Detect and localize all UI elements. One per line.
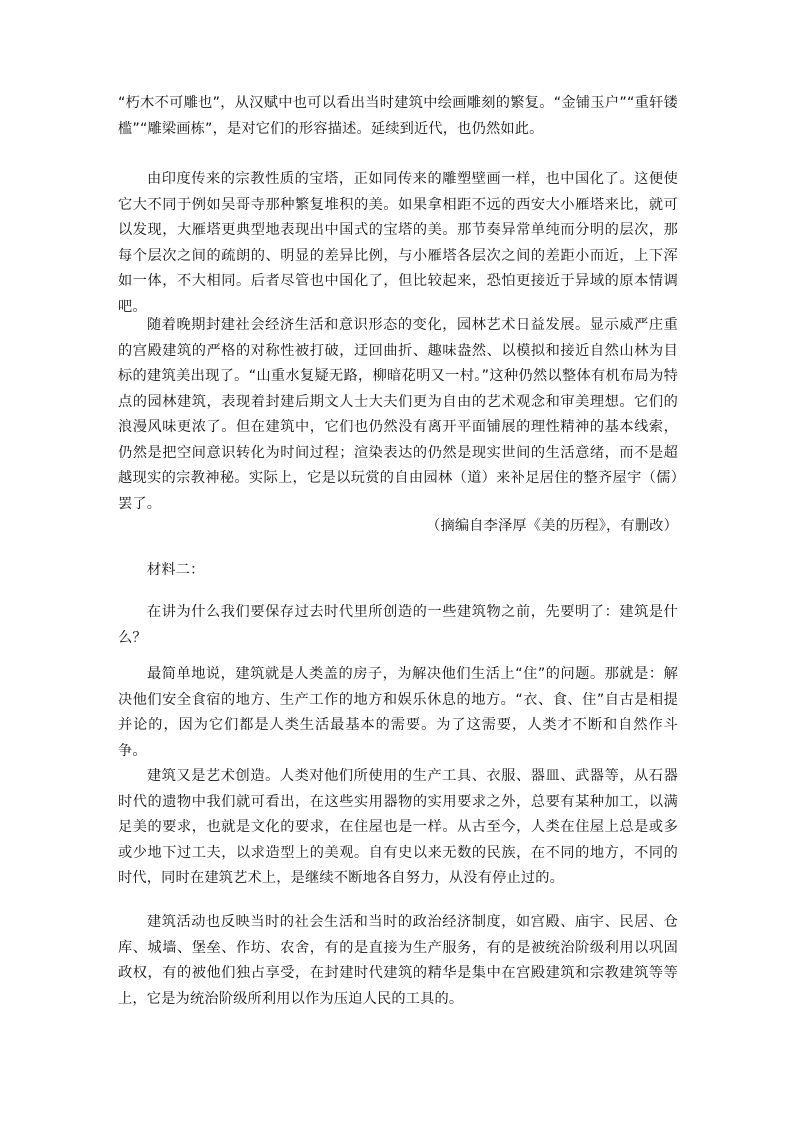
paragraph-carving-quote: “朽木不可雕也”，从汉赋中也可以看出当时建筑中绘画雕刻的繁复。“金铺玉户”“重轩镂槛”“雕梁画栋”，是对它们的形容描述。延续到近代，也仍然如此。: [118, 95, 678, 137]
paragraph-garden: 随着晚期封建社会经济生活和意识形态的变化，园林艺术日益发展。显示威严庄重的宫殿建筑的严格的对称性被打破，迂回曲折、趣味盎然、以模拟和接近自然山林为目标的建筑美出现了。“山重水复疑无路，柳暗花明又一村。”这种仍然以整体有机布局为特点的园林建筑，表现着封建后期文人士大夫们更为自由的艺术观念和审美理想。它们的浪漫风味更浓了。但在建筑中，它们也仍然没有离开平面铺展的理性精神的基本线索，仍然是把空间意识转化为时间过程；渲染表达的仍然是现实世间的生活意绪，而不是超越现实的宗教神秘。实际上，它是以玩赏的自由园林（道）来补足居住的整齐屋宇（儒）罢了。: [118, 317, 678, 512]
paragraph-art-creation: 建筑又是艺术创造。人类对他们所使用的生产工具、衣服、器皿、武器等，从石器时代的遗物中我们就可看出，在这些实用器物的实用要求之外，总要有某种加工，以满足美的要求，也就是文化的要求，在住屋也是一样。从古至今，人类在住屋上总是或多或少地下过工夫，以求造型上的美观。自有史以来无数的民族，在不同的地方，不同的时代，同时在建筑艺术上，是继续不断地各自努力，从没有停止过的。: [118, 768, 678, 886]
paragraph-housing: 最简单地说，建筑就是人类盖的房子，为解决他们生活上“住”的问题。那就是：解决他们安全食宿的地方、生产工作的地方和娱乐休息的地方。“衣、食、住”自古是相提并论的，因为它们都是人类生活最基本的需要。为了这需要，人类才不断和自然作斗争。: [118, 666, 678, 759]
paragraph-pagoda: 由印度传来的宗教性质的宝塔，正如同传来的雕塑壁画一样，也中国化了。这便使它大不同于例如吴哥寺那种繁复堆积的美。如果拿相距不远的西安大小雁塔来比，就可以发现，大雁塔更典型地表现出中国式的宝塔的美。那节奏异常单纯而分明的层次，那每个层次之间的疏朗的、明显的差异比例，与小雁塔各层次之间的差距小而近，上下浑如一体，不大相同。后者尽管也中国化了，但比较起来，恐怕更接近于异域的原本情调吧。: [118, 171, 678, 315]
section-heading-material-two: 材料二：: [147, 562, 205, 578]
source-citation: （摘编自李泽厚《美的历程》，有删改）: [426, 518, 678, 534]
paragraph-social-life: 建筑活动也反映当时的社会生活和当时的政治经济制度，如宫殿、庙宇、民居、仓库、城墙、堡垒、作坊、农舍，有的是直接为生产服务，有的是被统治阶级利用以巩固政权，有的被他们独占享受，在封建时代建筑的精华是集中在宫殿建筑和宗教建筑等等上，它是为统治阶级所利用以作为压迫人民的工具的。: [118, 914, 678, 1007]
paragraph-what-is-architecture: 在讲为什么我们要保存过去时代里所创造的一些建筑物之前，先要明了：建筑是什么？: [118, 604, 678, 646]
